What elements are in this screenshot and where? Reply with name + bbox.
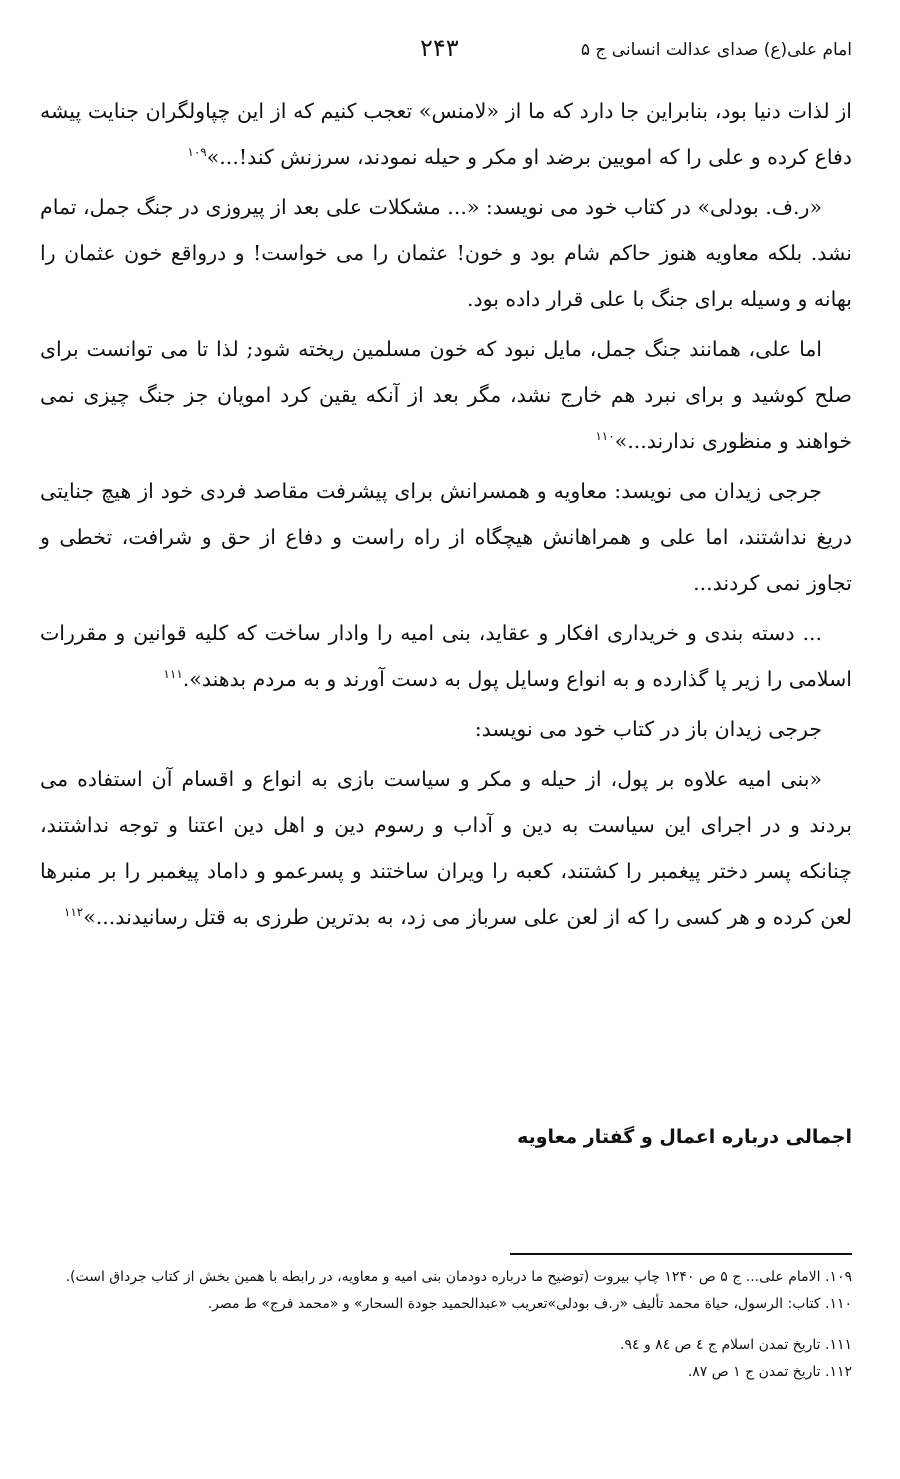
footnotes <box>60 1266 852 1388</box>
section-heading: اجمالی درباره اعمال و گفتار معاویه <box>517 1126 852 1148</box>
footnote-item: ۱۱۰. کتاب: الرسول، حیاة محمد تألیف «ر.ف بودلی»تعریب «عبدالحمید جودة السحار» و «محمد فرج» ط مصر. <box>207 1296 852 1312</box>
page-header <box>40 34 852 70</box>
footnote-reference: ۱۱۰ <box>595 429 615 444</box>
footnote-item: ۱۱۱. تاریخ تمدن اسلام ج ٤ ص ۸٤ و ۹٤. <box>620 1337 852 1353</box>
running-title: امام علی(ع) صدای عدالت انسانی ج ۵ <box>580 40 852 60</box>
page-number: ۲۴۳ <box>420 34 459 62</box>
paragraph-text: «بنی امیه علاوه بر پول، از حیله و مکر و سیاست بازی به انواع و اقسام آن استفاده می بردند و در اجرای این سیاست به دین و آداب و رسوم دین و اهل دین اعتنا و توجه نداشتند، چنانکه پسر دختر پیغمبر را کشتند، کعبه را ویران ساختند و پسرعمو و داماد پیغمبر را بر منبرها لعن کرده و هر کسی را که از لعن علی سرباز می زد، به بدترین طرزی به قتل رسانیدند...» <box>40 767 852 929</box>
footnote-item: ۱۱۲. تاریخ تمدن ج ۱ ص ۸۷. <box>687 1364 852 1380</box>
footnote-reference: ۱۱۲ <box>63 905 84 920</box>
paragraph <box>40 326 852 464</box>
footnote-reference: ۱۰۹ <box>187 145 207 160</box>
paragraph: «ر.ف. بودلی» در کتاب خود می نویسد: «... مشکلات علی بعد از پیروزی در جنگ جمل، تمام نشد. بلکه معاویه هنوز حاکم شام بود و خون! عثمان را می خواست! و درواقع خون عثمان را بهانه و وسیله برای جنگ با علی قرار داده بود. <box>40 195 852 311</box>
paragraph-text: از لذات دنیا بود، بنابراین جا دارد که ما از «لامنس» تعجب کنیم که از این چپاولگران جنایت پیشه دفاع کرده و علی را که امویین برضد او مکر و حیله نمودند، سرزنش کند!...» <box>40 99 852 169</box>
body-text <box>40 88 852 944</box>
footnote-divider <box>510 1253 852 1255</box>
footnote-reference: ۱۱۱ <box>163 667 183 682</box>
paragraph: جرجی زیدان باز در کتاب خود می نویسد: <box>474 717 822 741</box>
paragraph: جرجی زیدان می نویسد: معاویه و همسرانش برای پیشرفت مقاصد فردی خود از هیچ جنایتی دریغ نداشتند، اما علی و همراهانش هیچگاه از راه راست و دفاع از حق و شرافت، تخطی و تجاوز نمی کردند... <box>40 479 852 595</box>
paragraph-text: ... دسته بندی و خریداری افکار و عقاید، بنی امیه را وادار ساخت که کلیه قوانین و مقررات اسلامی را زیر پا گذارده و به انواع وسایل پول به دست آورند و به مردم بدهند». <box>40 621 852 691</box>
paragraph <box>40 88 852 180</box>
paragraph <box>40 610 852 702</box>
footnote-item: ۱۰۹. الامام علی... ج ۵ ص ۱۲۴۰ چاپ بیروت (توضیح ما درباره دودمان بنی امیه و معاویه، در رابطه با همین بخش از کتاب جرداق است). <box>65 1269 852 1285</box>
paragraph-text: اما علی، همانند جنگ جمل، مایل نبود که خون مسلمین ریخته شود; لذا تا می توانست برای صلح کوشید و برای نبرد هم خارج نشد، مگر بعد از آنکه یقین کرد امویان جز جنگ چیزی نمی خواهند و منظوری ندارند...» <box>40 337 852 453</box>
paragraph <box>40 756 852 940</box>
